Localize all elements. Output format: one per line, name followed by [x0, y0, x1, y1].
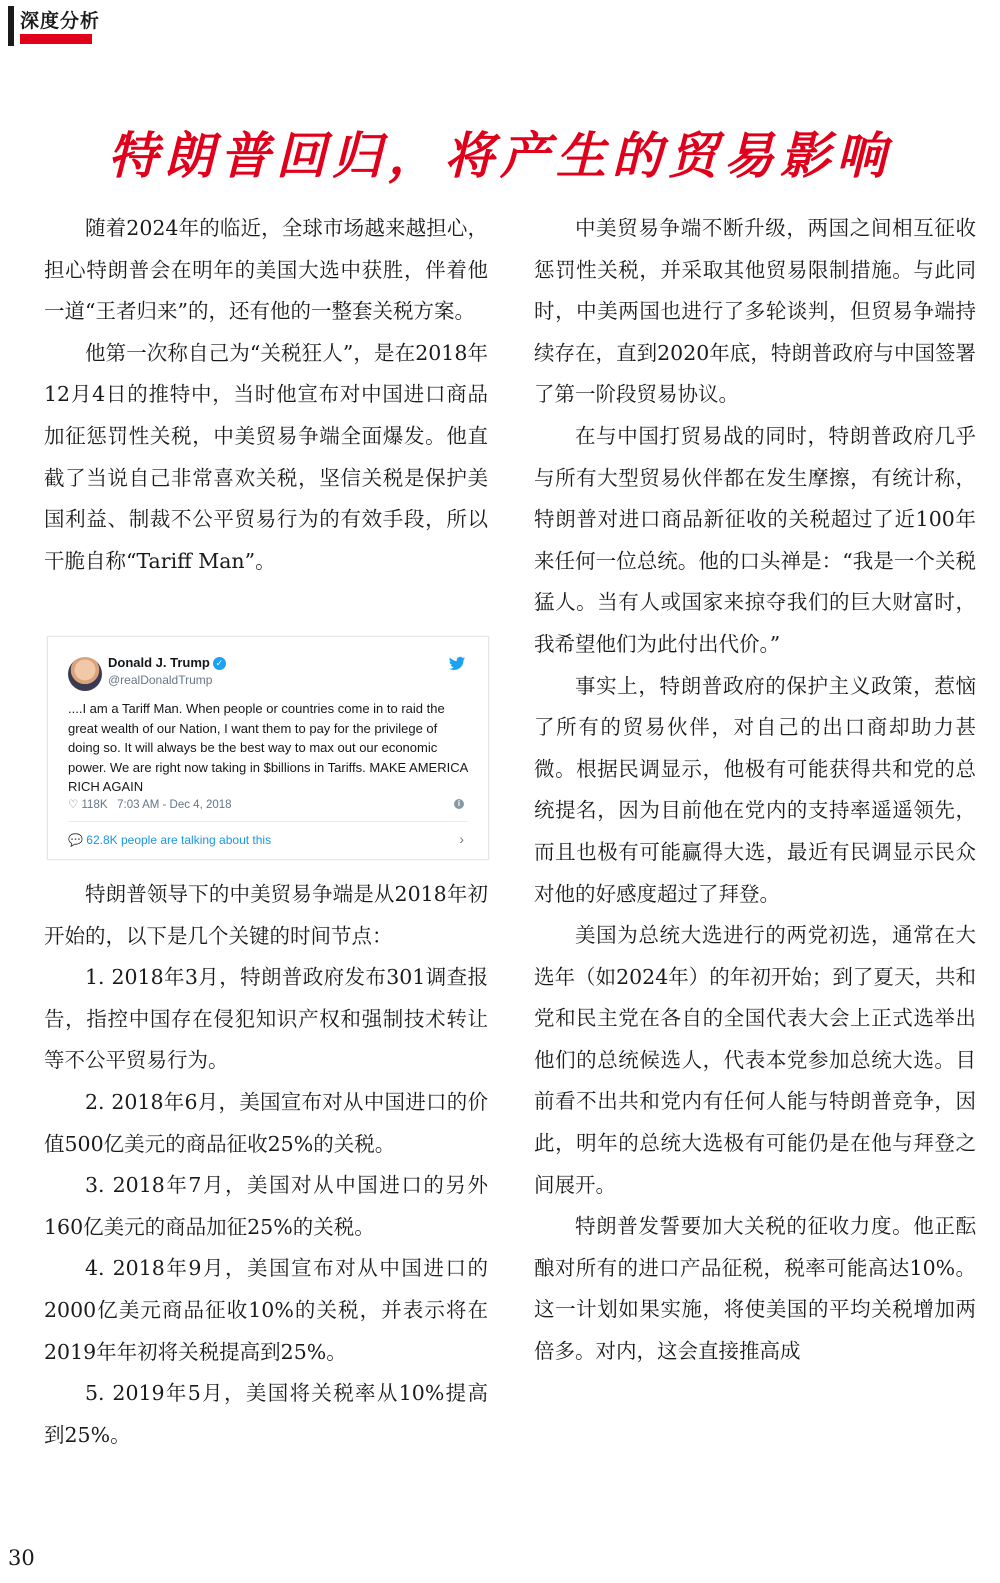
left-column-bottom — [44, 874, 488, 1456]
page-title: 特朗普回归，将产生的贸易影响 — [108, 127, 892, 185]
author-name-text: Donald J. Trump — [108, 655, 210, 670]
tweet-author-name[interactable] — [108, 655, 226, 670]
heart-icon[interactable]: ♡ — [68, 799, 79, 811]
comment-icon: 💬 — [68, 833, 83, 847]
tweet-meta — [68, 797, 232, 811]
verified-badge-icon: ✓ — [213, 657, 226, 670]
paragraph: 随着2024年的临近，全球市场越来越担心，担心特朗普会在明年的美国大选中获胜，伴着他一道“王者归来”的，还有他的一整套关税方案。 — [44, 216, 488, 324]
timeline-item: 1. 2018年3月，特朗普政府发布301调查报告，指控中国存在侵犯知识产权和强制技术转让等不公平贸易行为。 — [44, 965, 488, 1073]
left-column-top — [44, 208, 488, 582]
embedded-tweet[interactable] — [47, 636, 489, 860]
paragraph: 事实上，特朗普政府的保护主义政策，惹恼了所有的贸易伙伴，对自己的出口商却助力甚微。根据民调显示，他极有可能获得共和党的总统提名，因为目前他在党内的支持率遥遥领先，而且也极有可能赢得大选，最近有民调显示民众对他的好感度超过了拜登。 — [534, 673, 976, 906]
right-column — [534, 208, 976, 1373]
paragraph: 美国为总统大选进行的两党初选，通常在大选年（如2024年）的年初开始；到了夏天，共和党和民主党在各自的全国代表大会上正式选举出他们的总统候选人，代表本党参加总统大选。目前看不出共和党内有任何人能与特朗普竞争，因此，明年的总统大选极有可能仍是在他与拜登之间展开。 — [534, 923, 976, 1197]
tweet-text: ....I am a Tariff Man. When people or countries come in to raid the great wealth of our Nation, I want them to pay for the privilege of doing so. It will always be the best way to max out our economic power. We are right now taking in $billions in Tariffs. MAKE AMERICA RICH AGAIN — [68, 701, 468, 794]
section-underline — [20, 34, 92, 44]
section-label: 深度分析 — [20, 10, 101, 32]
like-count: 118K — [81, 799, 108, 811]
conversation-count: 62.8K people are talking about this — [86, 833, 272, 847]
divider — [68, 821, 468, 822]
info-icon[interactable]: i — [454, 799, 464, 809]
page-number: 30 — [8, 1546, 35, 1570]
timeline-item: 4. 2018年9月，美国宣布对从中国进口的2000亿美元商品征收10%的关税，并表示将在2019年年初将关税提高到25%。 — [44, 1256, 488, 1364]
chevron-right-icon[interactable]: › — [459, 831, 464, 847]
header-bar — [8, 6, 14, 46]
tweet-author-handle[interactable]: @realDonaldTrump — [108, 673, 213, 687]
paragraph: 特朗普发誓要加大关税的征收力度。他正酝酿对所有的进口产品征税，税率可能高达10%。这一计划如果实施，将使美国的平均关税增加两倍多。对内，这会直接推高成 — [534, 1214, 976, 1364]
timeline-item: 3. 2018年7月，美国对从中国进口的另外160亿美元的商品加征25%的关税。 — [44, 1173, 488, 1239]
timeline-item: 2. 2018年6月，美国宣布对从中国进口的价值500亿美元的商品征收25%的关税。 — [44, 1089, 488, 1156]
paragraph: 中美贸易争端不断升级，两国之间相互征收惩罚性关税，并采取其他贸易限制措施。与此同时，中美两国也进行了多轮谈判，但贸易争端持续存在，直到2020年底，特朗普政府与中国签署了第一阶段贸易协议。 — [534, 216, 976, 407]
avatar — [68, 657, 102, 691]
paragraph: 特朗普领导下的中美贸易争端是从2018年初开始的，以下是几个关键的时间节点： — [44, 882, 488, 948]
tweet-conversation-link[interactable] — [68, 833, 271, 847]
twitter-bird-icon[interactable] — [448, 655, 466, 673]
paragraph: 在与中国打贸易战的同时，特朗普政府几乎与所有大型贸易伙伴都在发生摩擦，有统计称，特朗普对进口商品新征收的关税超过了近100年来任何一位总统。他的口头禅是：“我是一个关税猛人。当有人或国家来掠夺我们的巨大财富时，我希望他们为此付出代价。” — [534, 423, 976, 656]
paragraph: 他第一次称自己为“关税狂人”，是在2018年12月4日的推特中，当时他宣布对中国进口商品加征惩罚性关税，中美贸易争端全面爆发。他直截了当说自己非常喜欢关税，坚信关税是保护美国利益、制裁不公平贸易行为的有效手段，所以干脆自称“Tariff Man”。 — [44, 340, 488, 573]
tweet-timestamp[interactable]: 7:03 AM - Dec 4, 2018 — [117, 799, 232, 811]
timeline-item: 5. 2019年5月，美国将关税率从10%提高到25%。 — [44, 1381, 488, 1447]
